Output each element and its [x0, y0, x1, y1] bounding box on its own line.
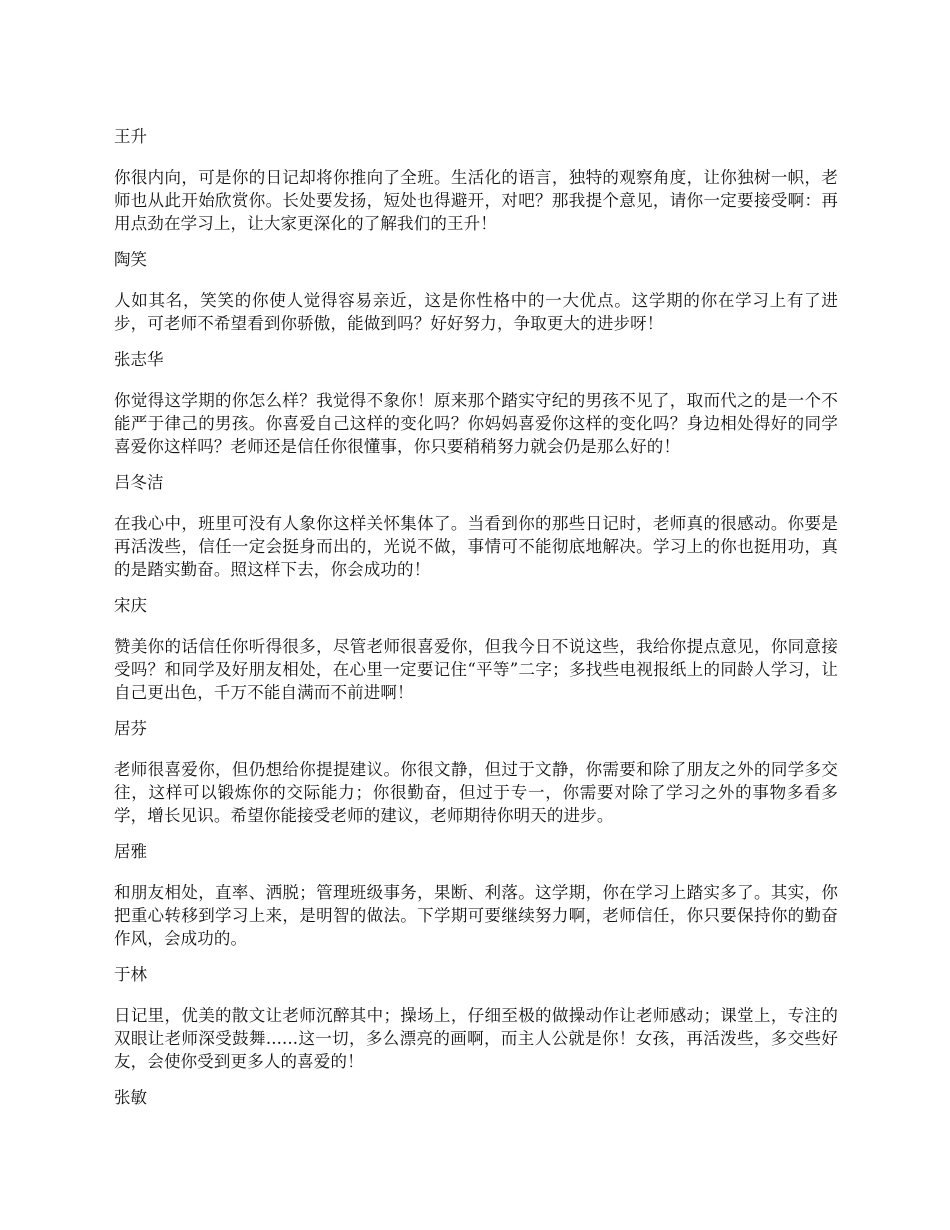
student-name: 张志华: [114, 350, 164, 369]
teacher-comment: 和朋友相处，直率、洒脱；管理班级事务，果断、利落。这学期，你在学习上踏实多了。其实，你把重心转移到学习上来，是明智的做法。下学期可要继续努力啊，老师信任，你只要保持你的勤奋作风，会成功的。: [114, 883, 838, 948]
teacher-comment: 你觉得这学期的你怎么样？我觉得不象你！原来那个踏实守纪的男孩不见了，取而代之的是一个不能严于律己的男孩。你喜爱自己这样的变化吗？你妈妈喜爱你这样的变化吗？身边相处得好的同学喜爱你这样吗？老师还是信任你很懂事，你只要稍稍努力就会仍是那么好的！: [114, 391, 838, 456]
student-name: 宋庆: [114, 596, 147, 615]
student-name: 居雅: [114, 842, 147, 861]
student-name: 陶笑: [114, 250, 147, 269]
student-name: 张敏: [114, 1088, 147, 1107]
teacher-comment: 老师很喜爱你，但仍想给你提提建议。你很文静，但过于文静，你需要和除了朋友之外的同学多交往，这样可以锻炼你的交际能力；你很勤奋，但过于专一，你需要对除了学习之外的事物多看多学，增长见识。希望你能接受老师的建议，老师期待你明天的进步。: [114, 760, 838, 825]
student-name: 于林: [114, 965, 147, 984]
teacher-comment: 赞美你的话信任你听得很多，尽管老师很喜爱你，但我今日不说这些，我给你提点意见，你同意接受吗？和同学及好朋友相处，在心里一定要记住“平等”二字；多找些电视报纸上的同龄人学习，让自己更出色，千万不能自满而不前进啊！: [114, 637, 838, 702]
document-page: [114, 126, 838, 1127]
student-name: 居芬: [114, 719, 147, 738]
student-name: 吕冬洁: [114, 473, 164, 492]
teacher-comment: 人如其名，笑笑的你使人觉得容易亲近，这是你性格中的一大优点。这学期的你在学习上有了进步，可老师不希望看到你骄傲，能做到吗？好好努力，争取更大的进步呀！: [114, 291, 838, 333]
teacher-comment: 在我心中，班里可没有人象你这样关怀集体了。当看到你的那些日记时，老师真的很感动。你要是再活泼些，信任一定会挺身而出的，光说不做，事情可不能彻底地解决。学习上的你也挺用功，真的是踏实勤奋。照这样下去，你会成功的！: [114, 514, 838, 579]
teacher-comment: 日记里，优美的散文让老师沉醉其中；操场上，仔细至极的做操动作让老师感动；课堂上，专注的双眼让老师深受鼓舞......这一切，多么漂亮的画啊，而主人公就是你！女孩，再活泼些，多交些好友，会使你受到更多人的喜爱的！: [114, 1006, 838, 1071]
teacher-comment: 你很内向，可是你的日记却将你推向了全班。生活化的语言，独特的观察角度，让你独树一帜，老师也从此开始欣赏你。长处要发扬，短处也得避开，对吧？那我提个意见，请你一定要接受啊：再用点劲在学习上，让大家更深化的了解我们的王升！: [114, 168, 838, 233]
student-name: 王升: [114, 127, 147, 146]
